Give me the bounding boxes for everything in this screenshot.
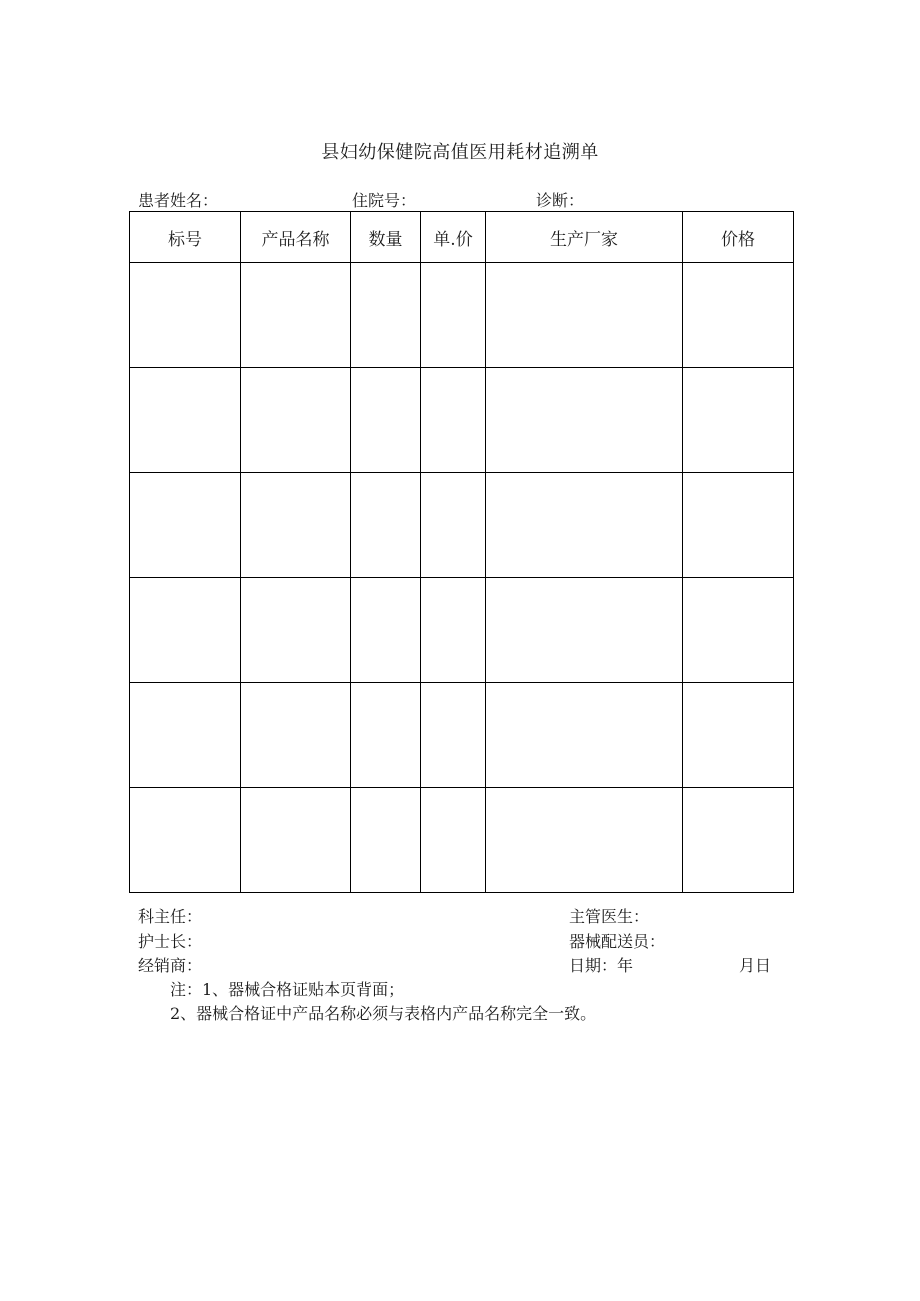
head-nurse-label: 护士长：: [138, 932, 203, 951]
column-header-number: 标号: [130, 212, 241, 263]
table-cell: [421, 263, 486, 368]
table-cell: [351, 368, 421, 473]
table-cell: [683, 578, 794, 683]
table-cell: [486, 473, 683, 578]
table-header-row: [130, 212, 794, 263]
date-label: 日期：年: [569, 956, 634, 975]
note-1: 注：1、器械合格证贴本页背面；: [170, 980, 405, 999]
distributor-label: 经销商：: [138, 956, 203, 975]
admission-no-label: 住院号：: [352, 191, 417, 210]
table-cell: [241, 368, 351, 473]
table-cell: [683, 473, 794, 578]
table-cell: [351, 473, 421, 578]
table-cell: [683, 263, 794, 368]
delivery-person-label: 器械配送员：: [569, 932, 666, 951]
table-row: [130, 578, 794, 683]
table-cell: [486, 263, 683, 368]
table-cell: [486, 578, 683, 683]
diagnosis-label: 诊断：: [536, 191, 585, 210]
table-cell: [421, 473, 486, 578]
table-row: [130, 788, 794, 893]
table-cell: [241, 788, 351, 893]
table-cell: [351, 578, 421, 683]
table-cell: [486, 683, 683, 788]
table-cell: [421, 578, 486, 683]
table-cell: [130, 473, 241, 578]
column-header-product-name: 产品名称: [241, 212, 351, 263]
table-cell: [486, 788, 683, 893]
table-cell: [683, 683, 794, 788]
column-header-price: 价格: [683, 212, 794, 263]
table-cell: [683, 368, 794, 473]
column-header-quantity: 数量: [351, 212, 421, 263]
table-cell: [241, 578, 351, 683]
table-cell: [130, 368, 241, 473]
table-cell: [130, 578, 241, 683]
patient-name-label: 患者姓名：: [138, 191, 219, 210]
table-cell: [683, 788, 794, 893]
table-row: [130, 473, 794, 578]
table-cell: [351, 263, 421, 368]
table-cell: [130, 683, 241, 788]
month-day-label: 月日: [739, 956, 772, 975]
table-cell: [130, 788, 241, 893]
note-2: 2、器械合格证中产品名称必须与表格内产品名称完全一致。: [170, 1004, 597, 1023]
table-row: [130, 263, 794, 368]
dept-director-label: 科主任：: [138, 907, 203, 926]
table-cell: [241, 473, 351, 578]
attending-doctor-label: 主管医生：: [569, 907, 650, 926]
column-header-unit-price: 单.价: [421, 212, 486, 263]
table-cell: [351, 683, 421, 788]
consumables-table: [129, 211, 794, 893]
form-title: 县妇幼保健院高值医用耗材追溯单: [321, 142, 599, 163]
table-cell: [241, 683, 351, 788]
table-cell: [130, 263, 241, 368]
table-cell: [421, 788, 486, 893]
table-row: [130, 683, 794, 788]
table-cell: [351, 788, 421, 893]
table-cell: [486, 368, 683, 473]
table-cell: [421, 683, 486, 788]
table-cell: [421, 368, 486, 473]
table-cell: [241, 263, 351, 368]
column-header-manufacturer: 生产厂家: [486, 212, 683, 263]
table-row: [130, 368, 794, 473]
